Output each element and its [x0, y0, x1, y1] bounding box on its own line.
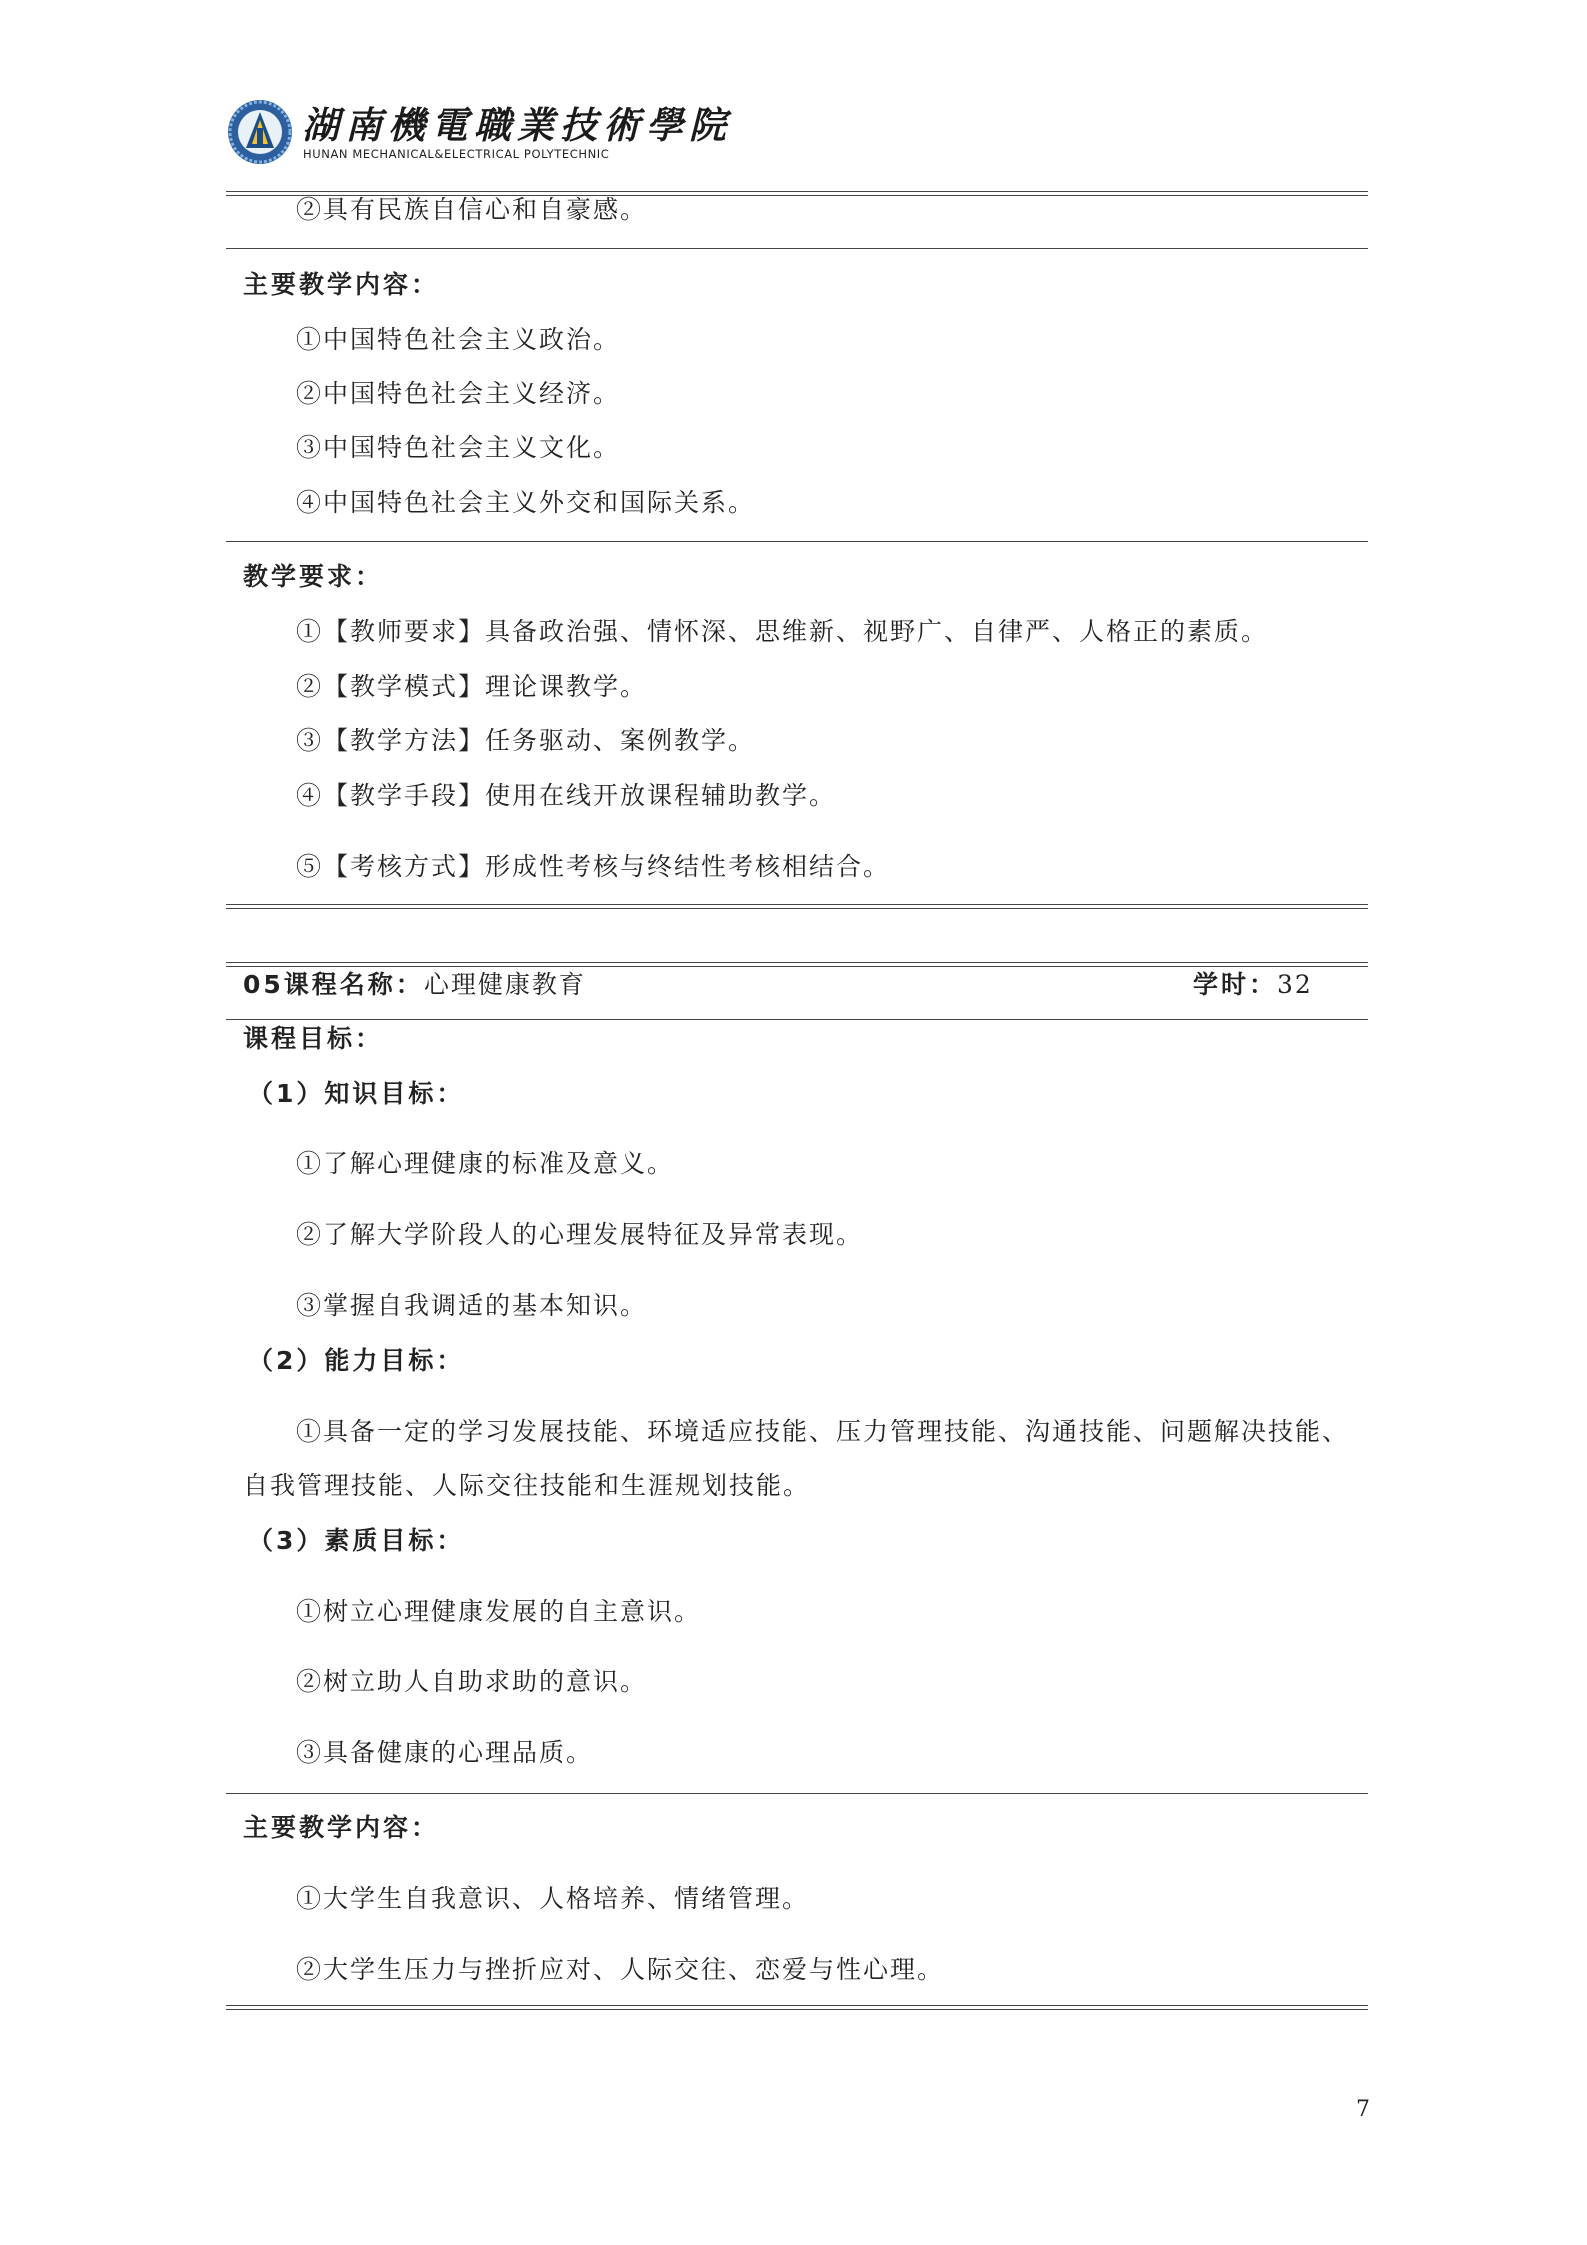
course-header-rule [226, 962, 1368, 967]
section-divider [226, 1793, 1368, 1794]
quality-title: （3）素质目标： [248, 1526, 465, 1555]
quality-item: ③具备健康的心理品质。 [296, 1738, 594, 1767]
quality-item: ②树立助人自助求助的意识。 [296, 1667, 648, 1696]
school-name-chinese: 湖南機電職業技術學院 [302, 103, 732, 147]
knowledge-item: ①了解心理健康的标准及意义。 [296, 1149, 675, 1178]
requirement-item: ⑤【考核方式】形成性考核与终结性考核相结合。 [296, 852, 891, 881]
section-end-rule [226, 2005, 1368, 2010]
section-divider [226, 248, 1368, 249]
content-item: ③中国特色社会主义文化。 [296, 433, 621, 462]
requirement-item: ④【教学手段】使用在线开放课程辅助教学。 [296, 781, 837, 810]
course-hours-row [1193, 970, 1313, 1000]
school-logo-emblem [226, 98, 294, 166]
requirement-item: ③【教学方法】任务驱动、案例教学。 [296, 726, 756, 755]
requirements-title: 教学要求： [243, 562, 384, 591]
knowledge-item: ③掌握自我调适的基本知识。 [296, 1291, 648, 1320]
knowledge-title: （1）知识目标： [248, 1079, 465, 1108]
content-item: ④中国特色社会主义外交和国际关系。 [296, 488, 756, 517]
knowledge-item: ②了解大学阶段人的心理发展特征及异常表现。 [296, 1220, 864, 1249]
course-content-item: ②大学生压力与挫折应对、人际交往、恋爱与性心理。 [296, 1955, 945, 1984]
school-name-english: HUNAN MECHANICAL&ELECTRICAL POLYTECHNIC [303, 147, 610, 161]
continued-item: ②具有民族自信心和自豪感。 [296, 195, 648, 224]
course-content-item: ①大学生自我意识、人格培养、情绪管理。 [296, 1884, 810, 1913]
course-name: 心理健康教育 [423, 970, 586, 999]
content-item: ①中国特色社会主义政治。 [296, 325, 621, 354]
objectives-title: 课程目标： [243, 1024, 384, 1053]
ability-text-line: 自我管理技能、人际交往技能和生涯规划技能。 [243, 1471, 811, 1500]
course-name-label: 课程名称： [283, 970, 424, 999]
course-title-row [243, 970, 586, 1000]
course-hours-label: 学时： [1193, 970, 1278, 999]
course-hours: 32 [1277, 970, 1313, 999]
page-number: 7 [1356, 2097, 1370, 2122]
course-header-divider [226, 1019, 1368, 1020]
course-code: 05 [243, 970, 284, 999]
content-item: ②中国特色社会主义经济。 [296, 379, 621, 408]
course-content-title: 主要教学内容： [243, 1813, 440, 1842]
ability-text-line: ①具备一定的学习发展技能、环境适应技能、压力管理技能、沟通技能、问题解决技能、 [296, 1417, 1350, 1446]
requirement-item: ②【教学模式】理论课教学。 [296, 672, 648, 701]
requirement-item: ①【教师要求】具备政治强、情怀深、思维新、视野广、自律严、人格正的素质。 [296, 617, 1269, 646]
section-end-rule [226, 904, 1368, 909]
quality-item: ①树立心理健康发展的自主意识。 [296, 1597, 702, 1626]
section-divider [226, 541, 1368, 542]
content-title: 主要教学内容： [243, 270, 440, 299]
ability-title: （2）能力目标： [248, 1346, 465, 1375]
